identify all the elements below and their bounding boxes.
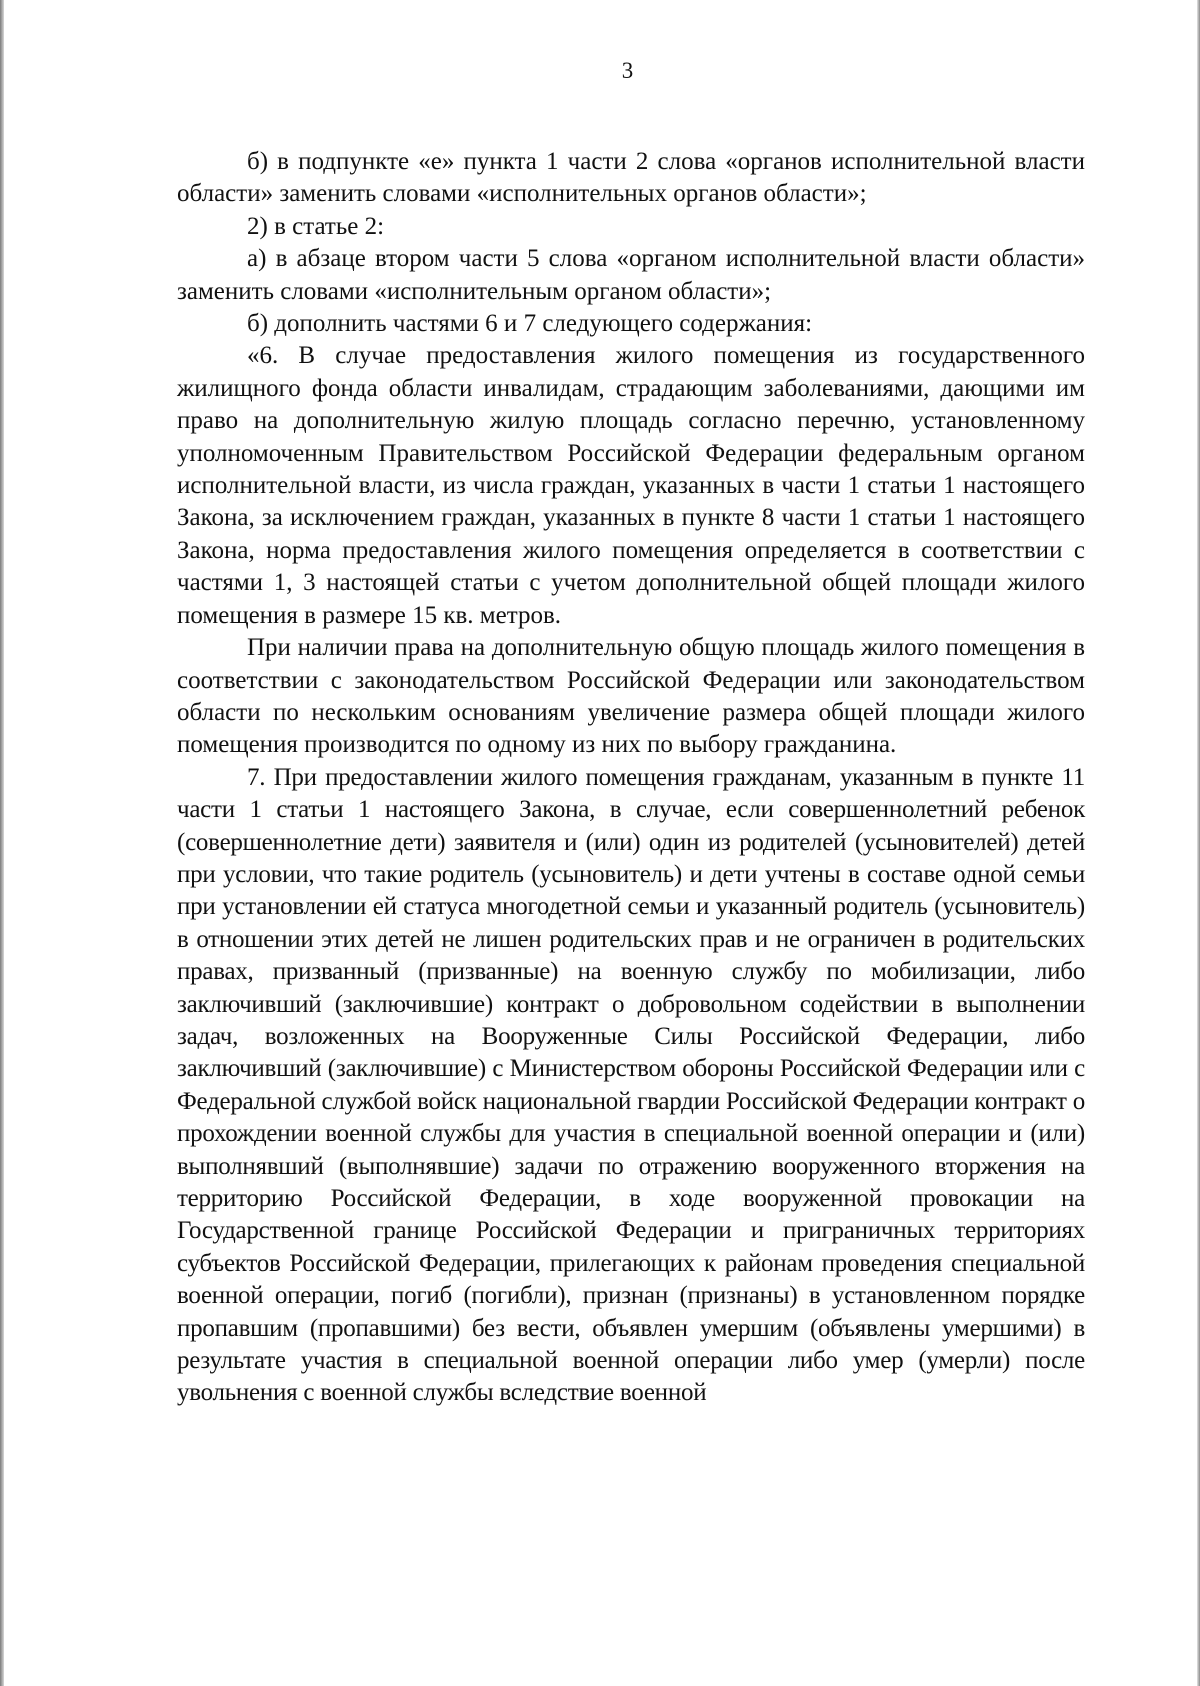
paragraph-additional-area: При наличии права на дополнительную общую площадь жилого помещения в соответствии с законодательством Российской Федерации или законодательством области по нескольким основаниям увеличение размера общей площади жилого помещения производится по одному из них по выбору гражданина. bbox=[177, 634, 1085, 759]
paragraph-part-7: 7. При предоставлении жилого помещения гражданам, указанным в пункте 11 части 1 статьи 1 настоящего Закона, в случае, если совершеннолетний ребенок (совершеннолетние дети) заявителя и (или) один из родителей (усыновителей) детей при условии, что такие родитель (усыновитель) и дети учтены в составе одной семьи при установлении ей статуса многодетной семьи и указанный родитель (усыновитель) в отношении этих детей не лишен родительских прав и не ограничен в родительских правах, призванный (призванные) на военную службу по мобилизации, либо заключивший (заключившие) контракт о добровольном содействии в выполнении задач, возложенных на Вооруженные Силы Российской Федерации, либо заключивший (заключившие) с Министерством обороны Российской Федерации или с Федеральной службой войск национальной гвардии Российской Федерации контракт о прохождении военной службы для участия в специальной военной операции и (или) выполнявший (выполнявшие) задачи по отражению вооруженного вторжения на территорию Российской Федерации, в ходе вооруженной провокации на Государственной границе Российской Федерации и приграничных территориях субъектов Российской Федерации, прилегающих к районам проведения специальной военной операции, погиб (погибли), признан (признаны) в установленном порядке пропавшим (пропавшими) без вести, объявлен умершим (объявлены умершими) в результате участия в специальной военной операции либо умер (умерли) после увольнения с военной службы вследствие военной bbox=[177, 763, 1085, 1407]
paragraph-article-2-heading: 2) в статье 2: bbox=[247, 212, 385, 240]
paragraph-subpoint-b-article-2: б) дополнить частями 6 и 7 следующего содержания: bbox=[247, 310, 813, 338]
paragraph-part-6: «6. В случае предоставления жилого помещения из государственного жилищного фонда области инвалидам, страдающим заболеваниями, дающими им право на дополнительную жилую площадь согласно перечню, установленному уполномоченным Правительством Российской Федерации федеральным органом исполнительной власти, из числа граждан, указанных в части 1 статьи 1 настоящего Закона, за исключением граждан, указанных в пункте 8 части 1 статьи 1 настоящего Закона, норма предоставления жилого помещения определяется в соответствии с частями 1, 3 настоящей статьи с учетом дополнительной общей площади жилого помещения в размере 15 кв. метров. bbox=[177, 342, 1085, 629]
paragraph-subpoint-b-article-1: б) в подпункте «е» пункта 1 части 2 слова «органов исполнительной власти области» заменить словами «исполнительных органов области»; bbox=[177, 148, 1085, 208]
document-body bbox=[177, 146, 1085, 1410]
page-number: 3 bbox=[621, 58, 634, 83]
paragraph-subpoint-a-article-2: а) в абзаце втором части 5 слова «органом исполнительной власти области» заменить словами «исполнительным органом области»; bbox=[177, 245, 1085, 305]
scan-edge-left bbox=[0, 0, 4, 1686]
